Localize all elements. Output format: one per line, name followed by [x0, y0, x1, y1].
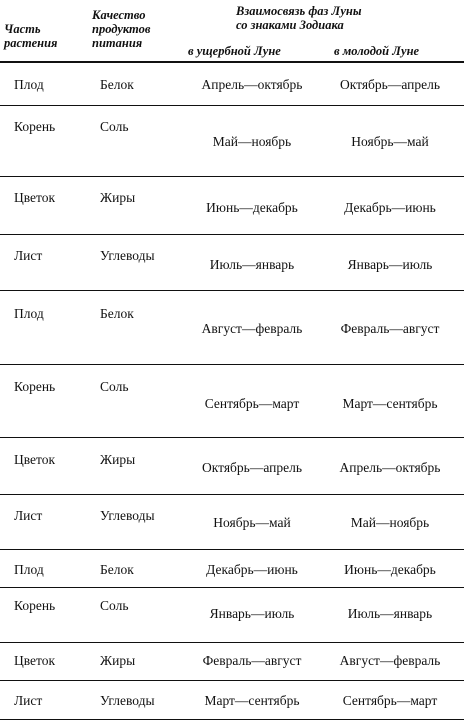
row-9-waxing: Июнь—декабрь	[344, 562, 436, 577]
row-8-waxing: Май—ноябрь	[350, 515, 430, 530]
row-9-waning: Декабрь—июнь	[206, 562, 298, 577]
row-11-waxing: Август—февраль	[339, 653, 441, 668]
row-4-part: Лист	[14, 248, 43, 263]
row-2-quality: Соль	[100, 119, 129, 134]
row-divider	[0, 587, 464, 588]
row-5-waxing: Февраль—август	[340, 321, 440, 336]
row-1-waning: Апрель—октябрь	[201, 77, 303, 92]
header-waning-moon: в ущербной Луне	[188, 44, 281, 58]
row-8-part: Лист	[14, 508, 43, 523]
row-10-waning: Январь—июль	[209, 606, 295, 621]
header-divider	[0, 61, 464, 63]
row-1-waxing: Октябрь—апрель	[339, 77, 440, 92]
row-7-waxing: Апрель—октябрь	[339, 460, 441, 475]
row-10-quality: Соль	[100, 598, 129, 613]
row-6-waxing: Март—сентябрь	[342, 396, 438, 411]
row-5-quality: Белок	[100, 306, 134, 321]
row-3-quality: Жиры	[100, 190, 136, 205]
row-6-quality: Соль	[100, 379, 129, 394]
row-12-waning: Март—сентябрь	[204, 693, 300, 708]
row-9-part: Плод	[14, 562, 44, 577]
row-2-part: Корень	[14, 119, 56, 134]
header-waxing-moon: в молодой Луне	[334, 44, 420, 58]
row-3-waxing: Декабрь—июнь	[344, 200, 436, 215]
row-5-part: Плод	[14, 306, 44, 321]
row-divider	[0, 642, 464, 643]
header-plant-part: Часть растения	[4, 22, 58, 50]
row-12-quality: Углеводы	[100, 693, 155, 708]
row-1-part: Плод	[14, 77, 44, 92]
row-11-part: Цветок	[14, 653, 56, 668]
header-food-quality: Качество продуктов питания	[92, 8, 151, 50]
row-9-quality: Белок	[100, 562, 134, 577]
row-10-waxing: Июль—январь	[347, 606, 433, 621]
row-4-waxing: Январь—июль	[347, 257, 433, 272]
row-7-quality: Жиры	[100, 452, 136, 467]
row-2-waning: Май—ноябрь	[212, 134, 292, 149]
row-8-waning: Ноябрь—май	[213, 515, 291, 530]
row-divider	[0, 437, 464, 438]
row-6-part: Корень	[14, 379, 56, 394]
row-2-waxing: Ноябрь—май	[351, 134, 429, 149]
row-divider	[0, 680, 464, 681]
row-8-quality: Углеводы	[100, 508, 155, 523]
row-4-quality: Углеводы	[100, 248, 155, 263]
row-3-waning: Июнь—декабрь	[206, 200, 298, 215]
row-12-part: Лист	[14, 693, 43, 708]
row-divider	[0, 176, 464, 177]
row-11-waning: Февраль—август	[202, 653, 302, 668]
row-divider	[0, 549, 464, 550]
row-3-part: Цветок	[14, 190, 56, 205]
row-11-quality: Жиры	[100, 653, 136, 668]
row-6-waning: Сентябрь—март	[204, 396, 300, 411]
row-divider	[0, 494, 464, 495]
row-4-waning: Июль—январь	[209, 257, 295, 272]
row-12-waxing: Сентябрь—март	[342, 693, 438, 708]
row-divider	[0, 364, 464, 365]
row-divider	[0, 290, 464, 291]
row-1-quality: Белок	[100, 77, 134, 92]
row-divider	[0, 105, 464, 106]
table-bottom-border	[0, 719, 464, 720]
header-moon-zodiac-relation: Взаимосвязь фаз Луны со знаками Зодиака	[236, 4, 362, 32]
row-divider	[0, 234, 464, 235]
row-7-waning: Октябрь—апрель	[201, 460, 302, 475]
row-10-part: Корень	[14, 598, 56, 613]
row-5-waning: Август—февраль	[201, 321, 303, 336]
row-7-part: Цветок	[14, 452, 56, 467]
